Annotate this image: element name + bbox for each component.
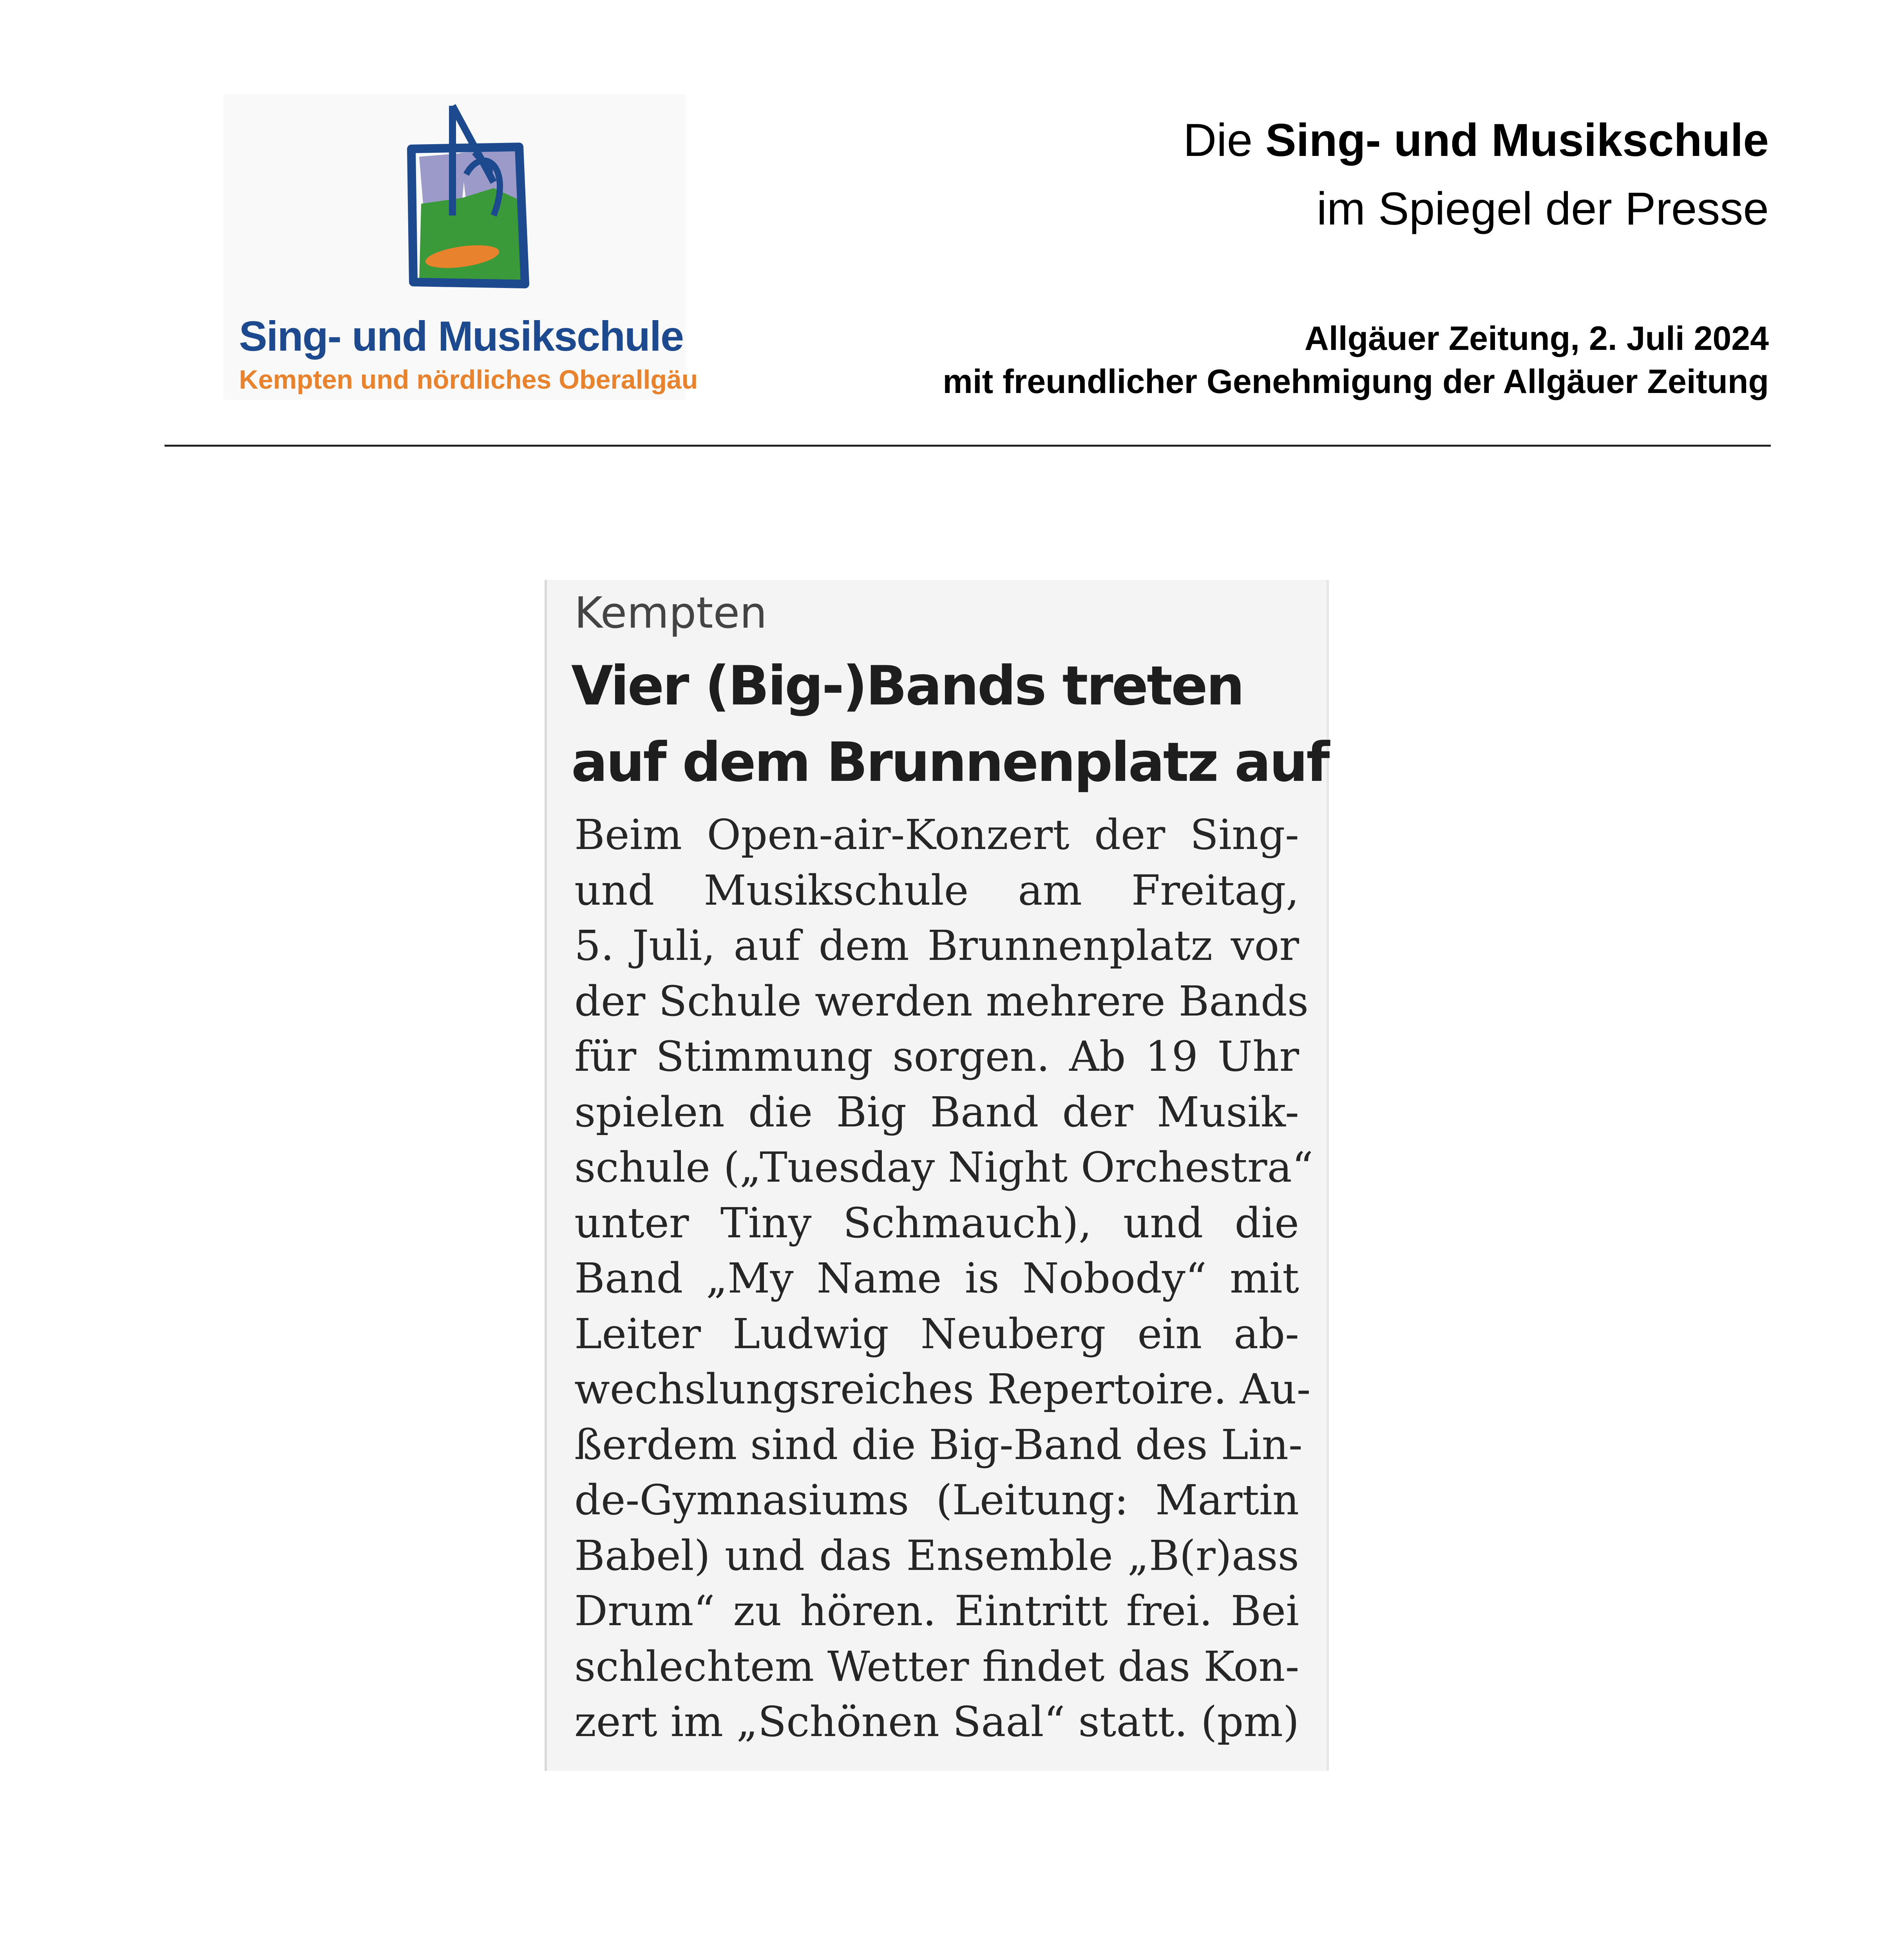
school-logo	[223, 94, 698, 400]
music-school-logo-icon	[364, 98, 545, 294]
article-line: schlechtem Wetter findet das Kon-	[574, 1642, 1299, 1691]
article-line: Beim Open-air-Konzert der Sing-	[574, 811, 1299, 859]
logo-region: Kempten und nördliches Oberallgäu	[239, 365, 698, 395]
logo-name: Sing- und Musikschule	[239, 312, 684, 360]
article-line: de-Gymnasiums (Leitung: Martin	[574, 1476, 1299, 1524]
article-line: wechslungsreiches Repertoire. Au-	[574, 1365, 1311, 1413]
title-prefix: Die	[1183, 114, 1266, 166]
article-line: Babel) und das Ensemble „B(r)ass	[574, 1531, 1299, 1580]
newspaper-clipping	[545, 580, 1329, 1771]
article-line: zert im „Schönen Saal“ statt. (pm)	[574, 1698, 1299, 1746]
article-line: Drum“ zu hören. Eintritt frei. Bei	[574, 1587, 1299, 1635]
page-title	[1183, 114, 1769, 167]
header-divider	[165, 445, 1771, 447]
permission-note: mit freundlicher Genehmigung der Allgäuer Zeitung	[943, 363, 1769, 400]
article-line: schule („Tuesday Night Orchestra“	[574, 1143, 1313, 1191]
article-line: für Stimmung sorgen. Ab 19 Uhr	[574, 1032, 1299, 1081]
article-line: spielen die Big Band der Musik-	[574, 1088, 1299, 1136]
article-headline-line: auf dem Brunnenplatz auf	[571, 731, 1328, 794]
article-headline-line: Vier (Big-)Bands treten	[571, 654, 1243, 717]
source-citation: Allgäuer Zeitung, 2. Juli 2024	[1304, 320, 1769, 357]
title-school-name: Sing- und Musikschule	[1265, 114, 1769, 166]
article-line: unter Tiny Schmauch), und die	[574, 1199, 1299, 1247]
article-line: der Schule werden mehrere Bands	[574, 977, 1309, 1025]
article-kicker: Kempten	[574, 588, 767, 638]
article-body	[574, 807, 1313, 1750]
article-line: Leiter Ludwig Neuberg ein ab-	[574, 1309, 1299, 1358]
article-line: ßerdem sind die Big-Band des Lin-	[574, 1420, 1303, 1469]
article-line: 5. Juli, auf dem Brunnenplatz vor	[574, 922, 1299, 970]
article-line: und Musikschule am Freitag,	[574, 866, 1299, 914]
page-subtitle: im Spiegel der Presse	[1316, 183, 1769, 235]
article-line: Band „My Name is Nobody“ mit	[574, 1254, 1299, 1302]
